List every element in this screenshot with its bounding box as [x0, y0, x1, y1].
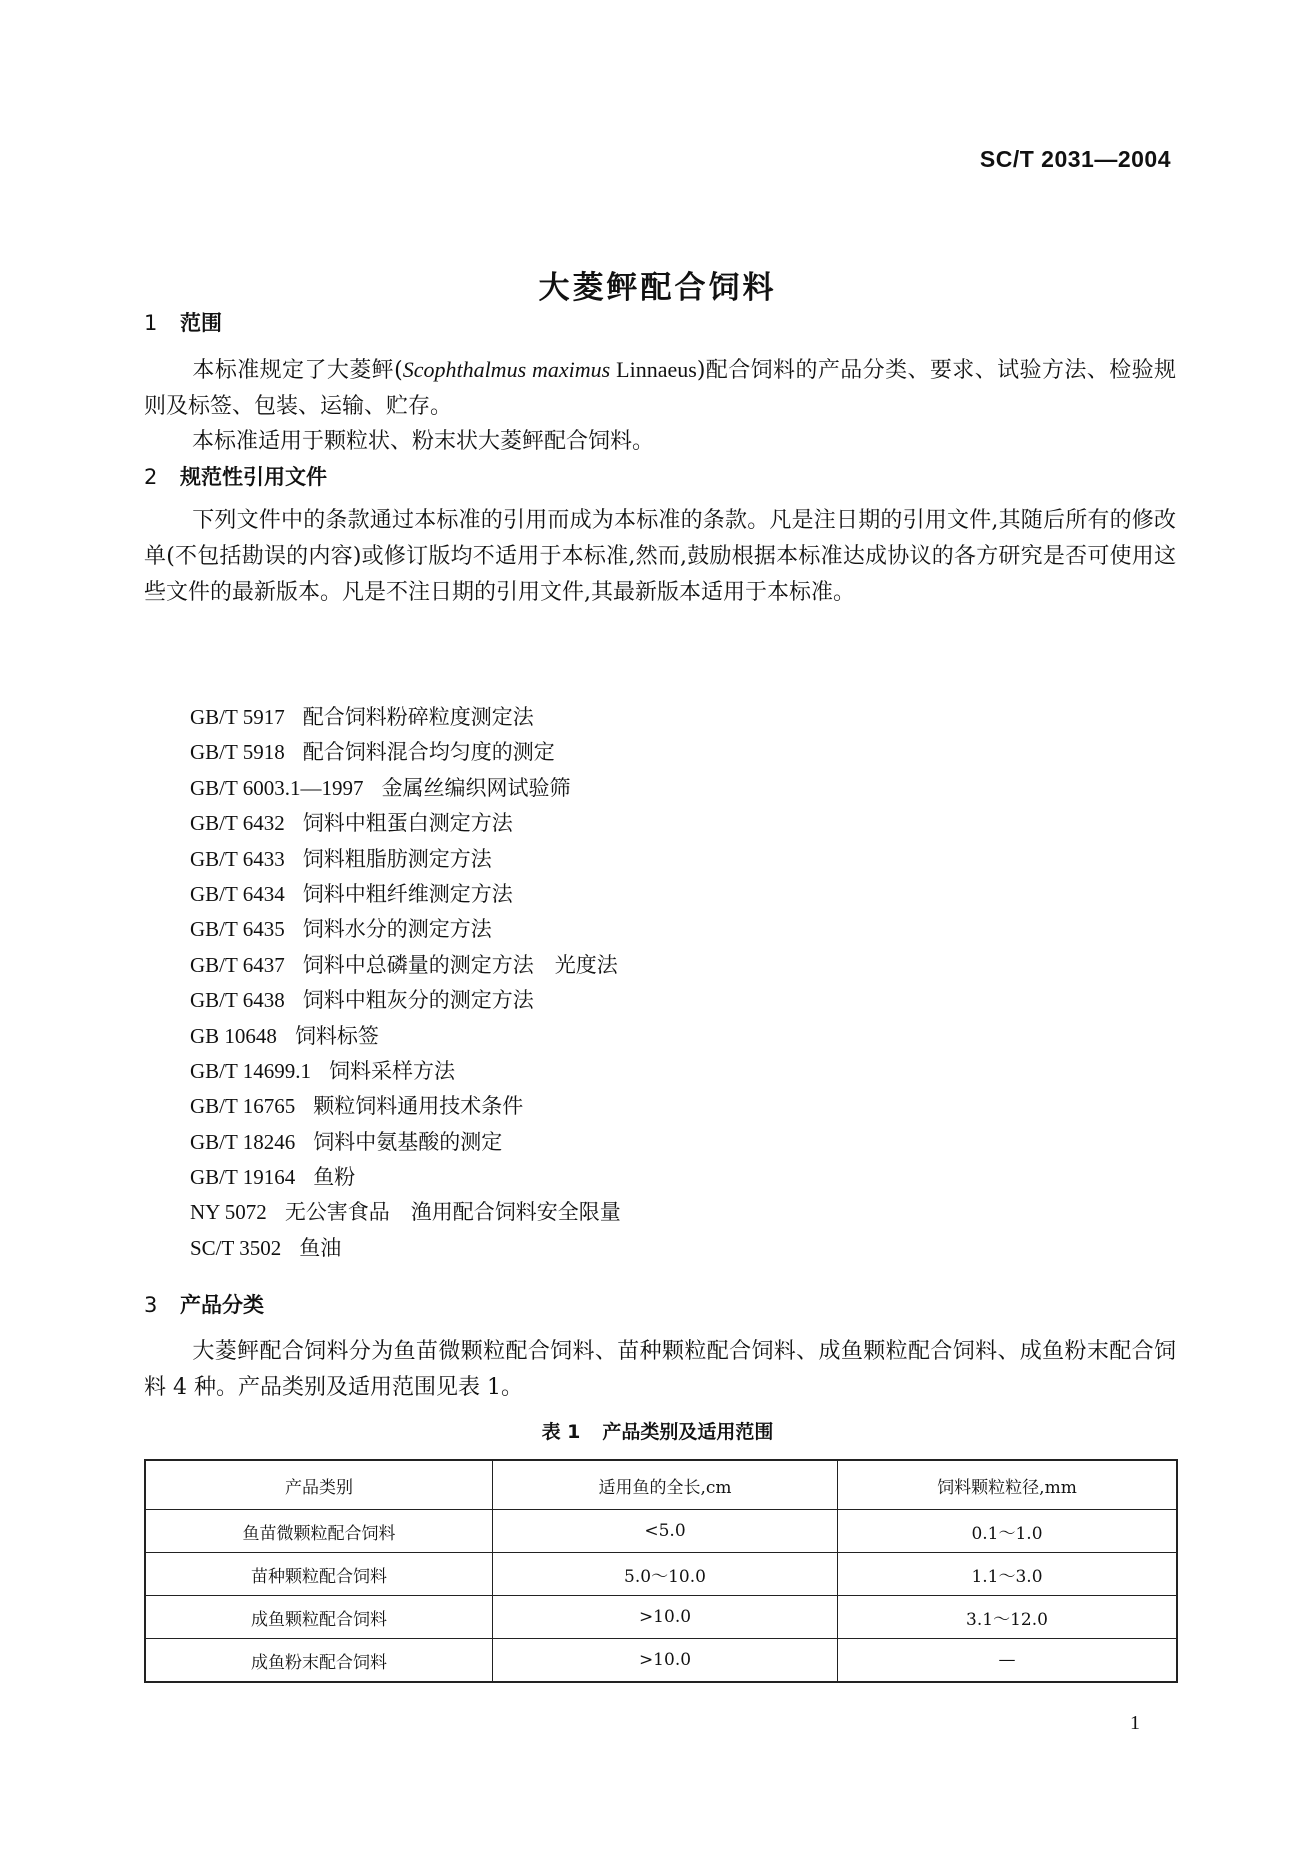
table-cell: 1.1～3.0 [838, 1553, 1178, 1596]
table-header-cell: 产品类别 [145, 1460, 493, 1510]
reference-code: GB/T 6003.1—1997 [190, 775, 364, 800]
section-number: 1 [144, 311, 158, 335]
reference-code: GB/T 6432 [190, 811, 285, 836]
species-name: Scophthalmus maximus [402, 357, 611, 382]
product-category-table [144, 1459, 1178, 1683]
reference-name: 无公害食品 渔用配合饲料安全限量 [284, 1200, 621, 1225]
table-cell: — [838, 1639, 1178, 1683]
reference-name: 金属丝编织网试验筛 [381, 775, 571, 800]
reference-name: 饲料中粗纤维测定方法 [302, 881, 513, 906]
table-cell: >10.0 [493, 1639, 838, 1683]
reference-code: GB/T 6433 [190, 846, 285, 871]
reference-code: GB/T 14699.1 [190, 1058, 311, 1083]
section-heading [144, 1289, 264, 1319]
table-cell: 3.1～12.0 [838, 1596, 1178, 1639]
table-cell: 苗种颗粒配合饲料 [145, 1553, 493, 1596]
page-number: 1 [1130, 1712, 1140, 1734]
reference-item [190, 948, 621, 983]
reference-code: GB/T 18246 [190, 1129, 296, 1154]
reference-name: 颗粒饲料通用技术条件 [313, 1094, 524, 1119]
section-number: 3 [144, 1293, 158, 1317]
classification-intro: 大菱鲆配合饲料分为鱼苗微颗粒配合饲料、苗种颗粒配合饲料、成鱼颗粒配合饲料、成鱼粉末配合饲料 4 种。产品类别及适用范围见表 1。 [144, 1339, 1176, 1400]
reference-item [190, 912, 621, 947]
section-heading [144, 461, 327, 491]
reference-name: 饲料中粗灰分的测定方法 [302, 988, 534, 1013]
reference-item [190, 1195, 621, 1230]
table-cell: 成鱼粉末配合饲料 [145, 1639, 493, 1683]
scope-paragraph-1: 本标准规定了大菱鲆(Scophthalmus maximus Linnaeus)配合饲料的产品分类、要求、试验方法、检验规则及标签、包装、运输、贮存。 [144, 357, 1176, 419]
table-row [145, 1510, 1177, 1553]
reference-item [190, 700, 621, 735]
reference-name: 鱼油 [299, 1235, 342, 1260]
reference-item [190, 1019, 621, 1054]
reference-name: 配合饲料粉碎粒度测定法 [302, 705, 534, 729]
table-header-cell: 饲料颗粒粒径,mm [838, 1460, 1178, 1510]
reference-item [190, 842, 621, 877]
standard-code: SC/T 2031—2004 [979, 146, 1171, 172]
reference-name: 饲料中粗蛋白测定方法 [302, 811, 513, 836]
reference-code: NY 5072 [190, 1200, 267, 1225]
reference-code: GB/T 6437 [190, 952, 285, 977]
reference-name: 配合饲料混合均匀度的测定 [302, 740, 555, 765]
reference-item [190, 1231, 621, 1266]
reference-code: GB/T 6438 [190, 988, 285, 1013]
table-header-row [145, 1460, 1177, 1510]
table-row [145, 1596, 1177, 1639]
table-caption-label: 表 1 [541, 1421, 581, 1443]
reference-item [190, 771, 621, 806]
section-title: 规范性引用文件 [180, 465, 327, 489]
reference-code: GB 10648 [190, 1023, 277, 1048]
section-heading [144, 307, 222, 337]
reference-code: GB/T 5917 [190, 705, 285, 729]
normative-intro: 下列文件中的条款通过本标准的引用而成为本标准的条款。凡是注日期的引用文件,其随后所有的修改单(不包括勘误的内容)或修订版均不适用于本标准,然而,鼓励根据本标准达成协议的各方研究是否可使用这些文件的最新版本。凡是不注日期的引用文件,其最新版本适用于本标准。 [144, 508, 1176, 605]
table-cell: >10.0 [493, 1596, 838, 1639]
reference-name: 饲料中氨基酸的测定 [313, 1129, 503, 1154]
scope-paragraph-2: 本标准适用于颗粒状、粉末状大菱鲆配合饲料。 [192, 429, 655, 454]
reference-name: 饲料中总磷量的测定方法 光度法 [302, 952, 618, 977]
table-header-cell: 适用鱼的全长,cm [493, 1460, 838, 1510]
table-row [145, 1553, 1177, 1596]
reference-name: 饲料水分的测定方法 [302, 917, 492, 942]
table-row [145, 1639, 1177, 1683]
table-cell: 成鱼颗粒配合饲料 [145, 1596, 493, 1639]
reference-code: GB/T 5918 [190, 740, 285, 765]
reference-item [190, 877, 621, 912]
reference-code: GB/T 16765 [190, 1094, 296, 1119]
table-caption-title: 产品类别及适用范围 [602, 1421, 774, 1443]
table-cell: 5.0～10.0 [493, 1553, 838, 1596]
reference-item [190, 806, 621, 841]
section-title: 范围 [180, 311, 222, 335]
reference-item [190, 1054, 621, 1089]
reference-name: 饲料采样方法 [328, 1058, 455, 1083]
reference-name: 饲料粗脂肪测定方法 [302, 846, 492, 871]
reference-name: 饲料标签 [294, 1023, 379, 1048]
reference-item [190, 1160, 621, 1195]
reference-code: GB/T 6435 [190, 917, 285, 942]
section-number: 2 [144, 465, 158, 489]
reference-item [190, 1089, 621, 1124]
document-title: 大菱鲆配合饲料 [538, 270, 777, 306]
reference-code: GB/T 6434 [190, 881, 285, 906]
table-cell: 鱼苗微颗粒配合饲料 [145, 1510, 493, 1553]
section-title: 产品分类 [180, 1293, 264, 1317]
reference-code: GB/T 19164 [190, 1165, 296, 1190]
table-cell: <5.0 [493, 1510, 838, 1553]
reference-list [190, 700, 621, 1266]
reference-item [190, 735, 621, 770]
reference-item [190, 1125, 621, 1160]
table-cell: 0.1～1.0 [838, 1510, 1178, 1553]
reference-name: 鱼粉 [313, 1165, 356, 1190]
table-caption [0, 1417, 1315, 1444]
reference-code: SC/T 3502 [190, 1235, 282, 1260]
reference-item [190, 983, 621, 1018]
